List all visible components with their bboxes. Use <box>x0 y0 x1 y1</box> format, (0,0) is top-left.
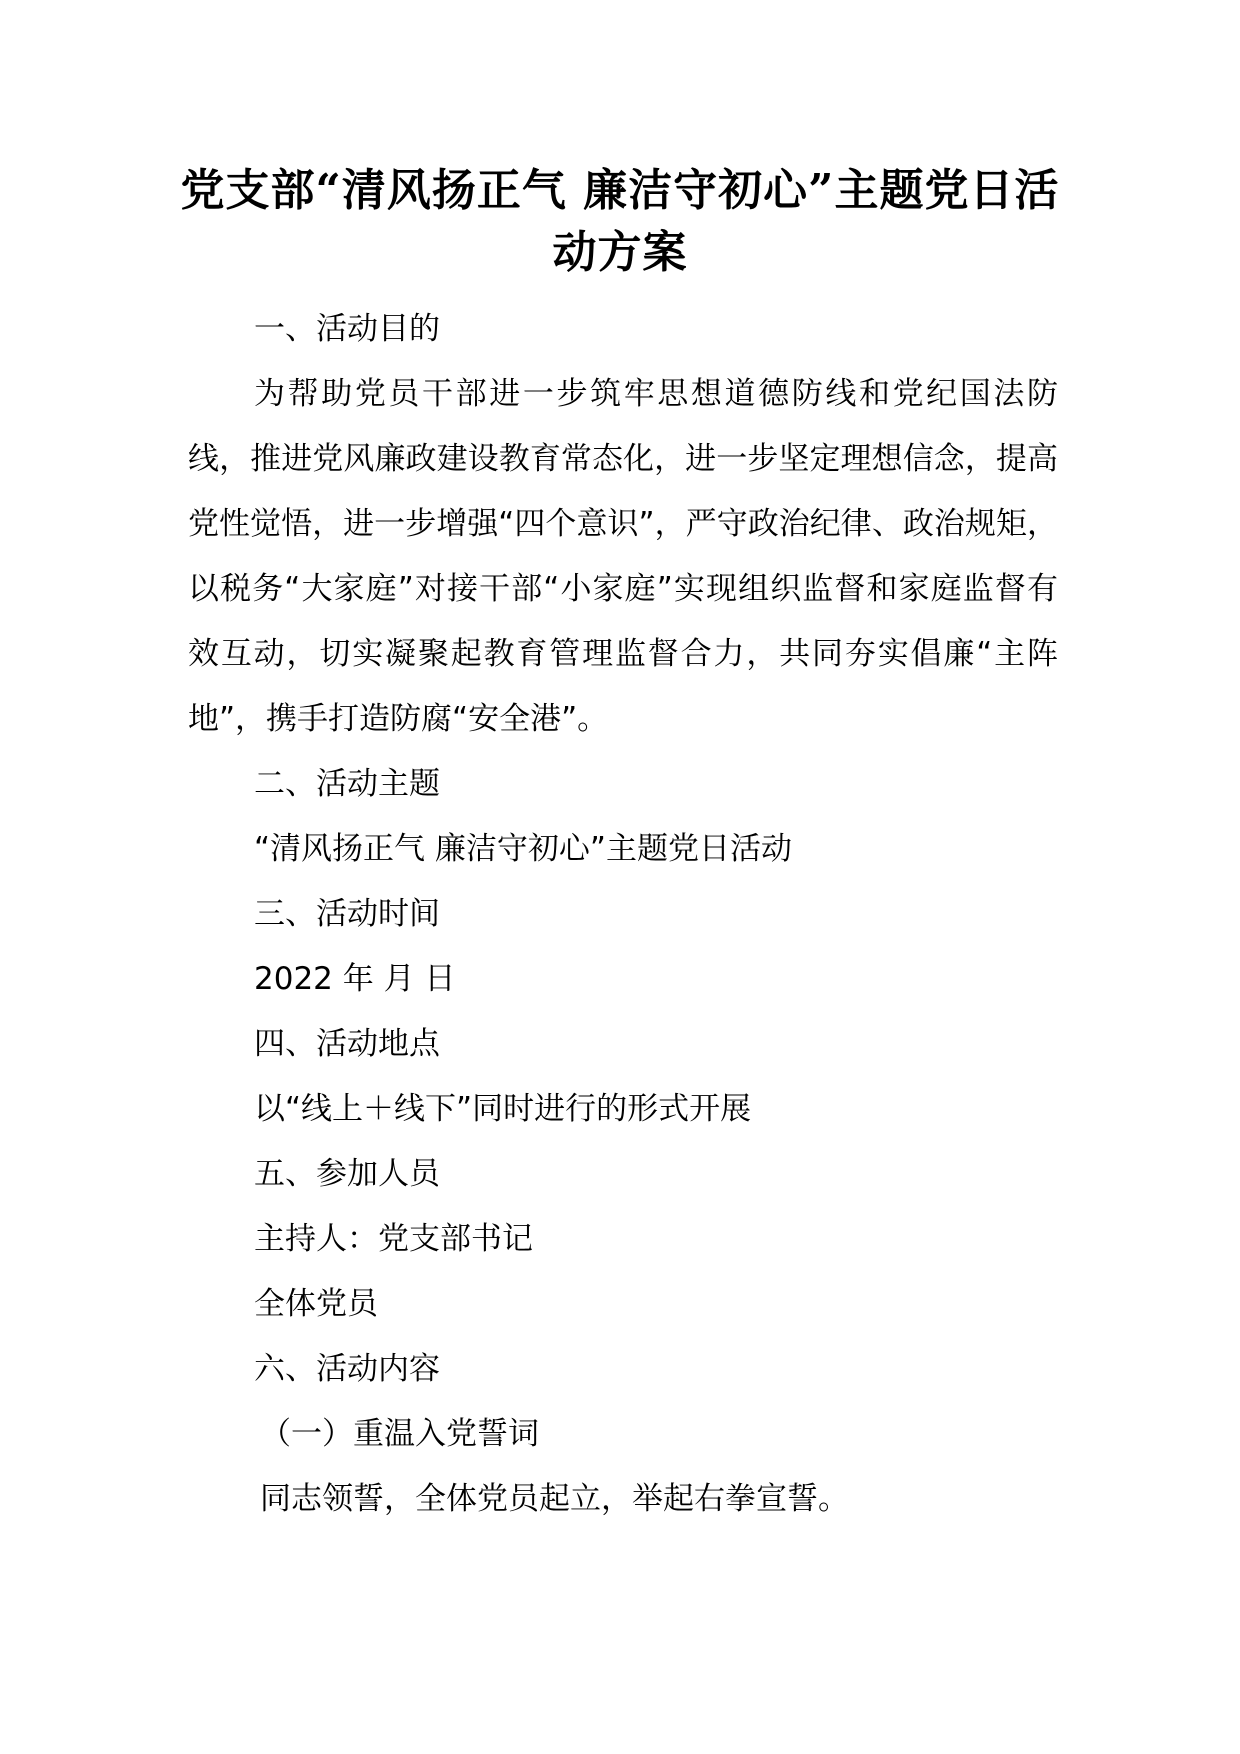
section-body-theme: “清风扬正气 廉洁守初心”主题党日活动 <box>254 831 792 867</box>
participants-members: 全体党员 <box>254 1286 378 1322</box>
participants-host: 主持人：党支部书记 <box>254 1221 533 1257</box>
section-body-purpose: 为帮助党员干部进一步筑牢思想道德防线和党纪国法防线，推进党风廉政建设教育常态化，进一步坚定理想信念，提高党性觉悟，进一步增强“四个意识”，严守政治纪律、政治规矩，以税务“大家庭”对接干部“小家庭”实现组织监督和家庭监督有效互动，切实凝聚起教育管理监督合力，共同夯实倡廉“主阵地”，携手打造防腐“安全港”。 <box>188 376 1058 737</box>
section-heading-location: 四、活动地点 <box>254 1026 440 1062</box>
document-body <box>188 297 1058 1532</box>
section-heading-time: 三、活动时间 <box>254 896 440 932</box>
section-body-time: 2022 年 月 日 <box>254 961 456 997</box>
section-body-location: 以“线上＋线下”同时进行的形式开展 <box>254 1091 752 1127</box>
content-subheading-oath: （一）重温入党誓词 <box>260 1416 539 1452</box>
section-heading-purpose: 一、活动目的 <box>254 311 440 347</box>
section-heading-participants: 五、参加人员 <box>254 1156 440 1192</box>
section-heading-theme: 二、活动主题 <box>254 766 440 802</box>
document-title: 党支部“清风扬正气 廉洁守初心”主题党日活动方案 <box>180 165 1060 278</box>
content-body-oath: 同志领誓，全体党员起立，举起右拳宣誓。 <box>260 1481 849 1517</box>
section-heading-content: 六、活动内容 <box>254 1351 440 1387</box>
